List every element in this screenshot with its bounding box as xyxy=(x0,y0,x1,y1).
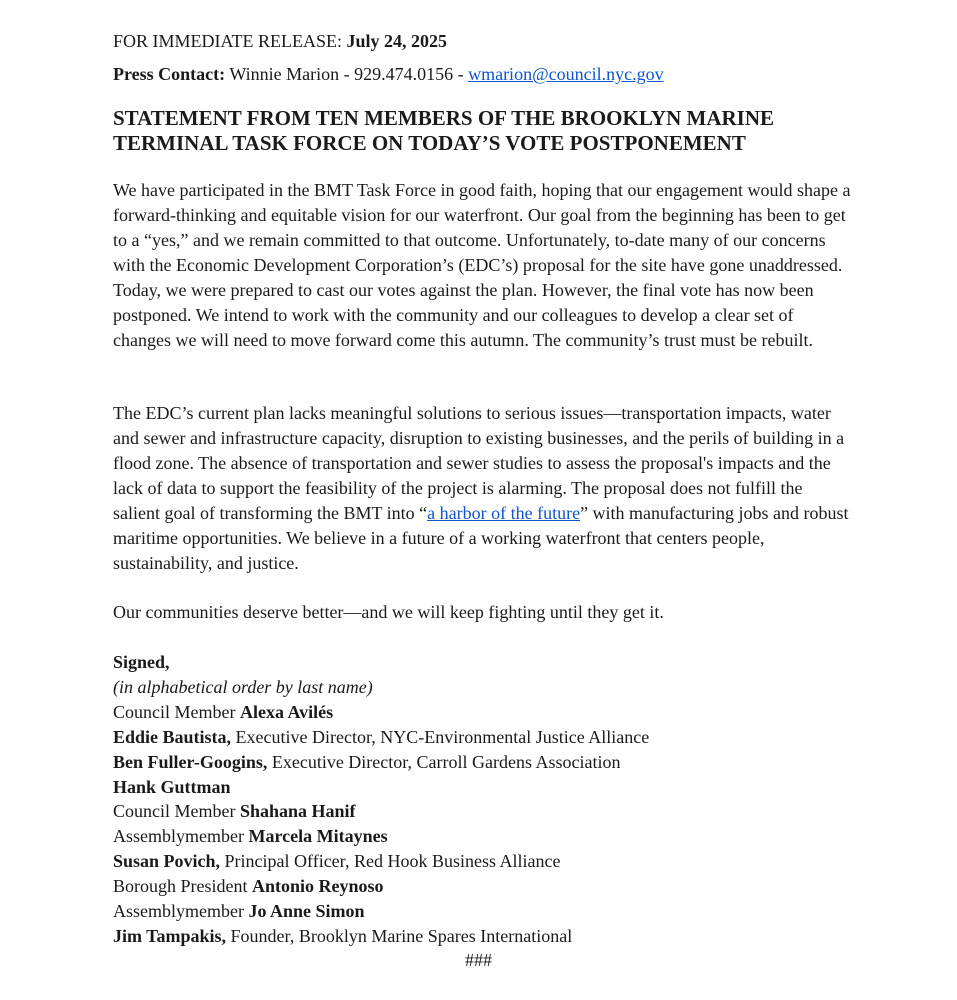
signer-line xyxy=(113,725,853,750)
statement-title: STATEMENT FROM TEN MEMBERS OF THE BROOKLYN MARINE TERMINAL TASK FORCE ON TODAY’S VOTE POSTPONEMENT xyxy=(113,106,775,155)
signer-title: Assemblymember xyxy=(113,901,249,922)
signed-order-note: (in alphabetical order by last name) xyxy=(113,676,373,697)
signer-line xyxy=(113,799,853,824)
signer-affiliation: Executive Director, Carroll Gardens Association xyxy=(267,751,621,772)
signer-title: Assemblymember xyxy=(113,826,249,847)
release-label: FOR IMMEDIATE RELEASE: xyxy=(113,31,342,51)
release-date: July 24, 2025 xyxy=(346,31,448,51)
signer-name: Shahana Hanif xyxy=(239,801,356,822)
signer-affiliation: Founder, Brooklyn Marine Spares International xyxy=(226,925,573,946)
paragraph-plan-text-before: The EDC’s current plan lacks meaningful solutions to serious issues—transportation impacts, water and sewer and infrastructure capacity, disruption to existing businesses, and the perils of building in a flood zone. The absence of transportation and sewer studies to assess the proposal's impacts and the lack of data to support the feasibility of the project is alarming. The proposal does not fulfill the salient goal of transforming the BMT into “ xyxy=(113,403,845,523)
signer-name: Antonio Reynoso xyxy=(252,876,384,897)
contact-label: Press Contact: xyxy=(113,64,226,84)
signer-name: Eddie Bautista, xyxy=(113,726,232,747)
signer-name: Alexa Avilés xyxy=(239,701,334,722)
signer-affiliation: Principal Officer, Red Hook Business Alliance xyxy=(220,851,561,872)
end-mark: ### xyxy=(465,950,492,970)
paragraph-communities: Our communities deserve better—and we will keep fighting until they get it. xyxy=(113,602,664,622)
release-line xyxy=(113,29,447,53)
paragraph-plan-concerns xyxy=(113,401,853,576)
signer-line xyxy=(113,899,853,924)
signer-title: Council Member xyxy=(113,801,240,822)
signer-line xyxy=(113,775,853,800)
harbor-of-the-future-link[interactable]: a harbor of the future xyxy=(427,503,581,523)
signer-title: Borough President xyxy=(113,876,252,897)
signer-title: Council Member xyxy=(113,701,240,722)
signer-list xyxy=(113,700,853,949)
signer-line xyxy=(113,874,853,899)
signed-heading: Signed, xyxy=(113,652,170,672)
paragraph-plan-text-after: ” with manufacturing jobs and robust maritime opportunities. We believe in a future of a working waterfront that centers people, sustainability, and justice. xyxy=(113,503,849,573)
signer-line xyxy=(113,750,853,775)
contact-email-link[interactable]: wmarion@council.nyc.gov xyxy=(468,64,664,84)
paragraph-engagement: We have participated in the BMT Task Force in good faith, hoping that our engagement would shape a forward-thinking and equitable vision for our waterfront. Our goal from the beginning has been to get to a “yes,” and we remain committed to that outcome. Unfortunately, to-date many of our concerns with the Economic Development Corporation’s (EDC’s) proposal for the site have gone unaddressed. Today, we were prepared to cast our votes against the plan. However, the final vote has now been postponed. We intend to work with the community and our colleagues to develop a clear set of changes we will need to move forward come this autumn. The community’s trust must be rebuilt. xyxy=(113,180,851,350)
signer-name: Susan Povich, xyxy=(113,851,221,872)
signer-name: Marcela Mitaynes xyxy=(248,826,388,847)
contact-info: Winnie Marion - 929.474.0156 - xyxy=(229,64,469,84)
signatories-block xyxy=(113,650,853,949)
signer-name: Jo Anne Simon xyxy=(248,901,365,922)
signer-line xyxy=(113,824,853,849)
signer-line xyxy=(113,924,853,949)
signer-line xyxy=(113,700,853,725)
signer-name: Jim Tampakis, xyxy=(113,925,227,946)
signer-line xyxy=(113,849,853,874)
signer-name: Hank Guttman xyxy=(113,776,231,797)
signer-affiliation: Executive Director, NYC-Environmental Justice Alliance xyxy=(231,726,650,747)
press-contact-line xyxy=(113,62,664,86)
signer-name: Ben Fuller-Googins, xyxy=(113,751,268,772)
